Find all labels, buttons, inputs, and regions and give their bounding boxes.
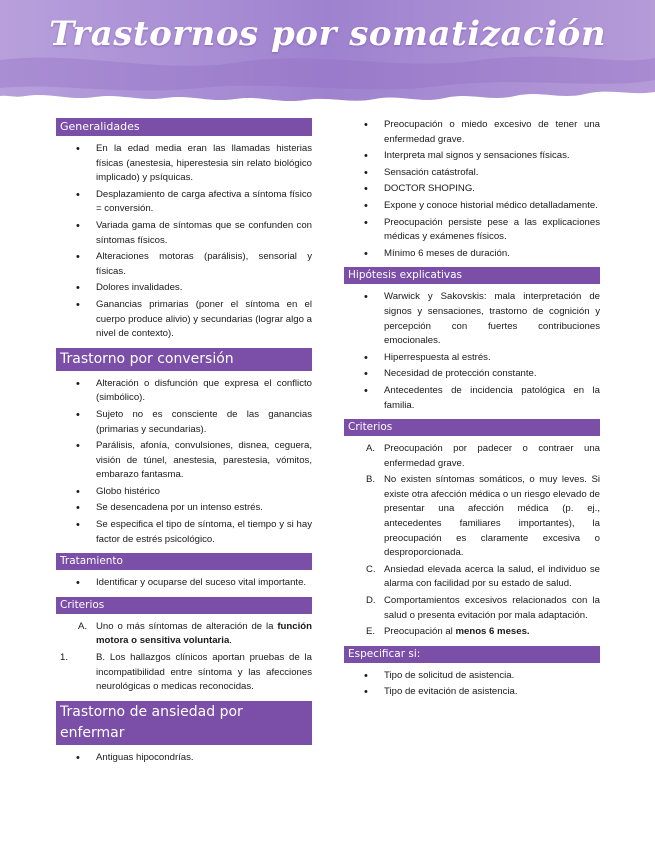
section-heading-especificar: Especificar si: <box>344 646 600 663</box>
left-column <box>56 118 312 771</box>
criterion-text: Preocupación al <box>384 626 456 638</box>
criterion-b <box>344 473 600 561</box>
list-item: • Antecedentes de incidencia patológica en la familia. <box>344 384 600 413</box>
list-item: • Dolores invalidades. <box>56 281 312 296</box>
criterion-end: . <box>229 635 232 647</box>
list-item: • Expone y conoce historial médico detalladamente. <box>344 199 600 214</box>
list-item: • Parálisis, afonía, convulsiones, disnea, ceguera, visión de túnel, anestesia, parestesia, vómitos, embarazo fantasma. <box>56 439 312 483</box>
list-item: • Mínimo 6 meses de duración. <box>344 247 600 262</box>
section-heading-conversion: Trastorno por conversión <box>56 348 312 371</box>
list-item: • Sujeto no es consciente de las ganancias (primarias y secundarias). <box>56 408 312 437</box>
list-item: • Preocupación persiste pese a las explicaciones médicas y exámenes físicos. <box>344 216 600 245</box>
section-heading-hipotesis: Hipótesis explicativas <box>344 267 600 284</box>
ansiedad-list <box>56 751 312 766</box>
criterion-a <box>344 442 600 471</box>
criterion-d <box>344 594 600 623</box>
criterion-text: No existen síntomas somáticos, o muy leves. Si existe otra afección médica o un riesgo elevado de presentar una afección médica (p. ej., antecedentes familiares importantes), la preocupación es claramente excesiva o desproporcionada. <box>384 474 600 559</box>
list-item: • Preocupación o miedo excesivo de tener una enfermedad grave. <box>344 118 600 147</box>
tratamiento-list <box>56 576 312 591</box>
right-column <box>344 118 600 706</box>
list-item: • Interpreta mal signos y sensaciones físicas. <box>344 149 600 164</box>
criterion-marker: B. <box>366 474 376 486</box>
generalidades-list <box>56 142 312 342</box>
list-item: • Antiguas hipocondrías. <box>56 751 312 766</box>
list-item: • Sensación catástrofal. <box>344 166 600 181</box>
list-item: • Necesidad de protección constante. <box>344 367 600 382</box>
criterion-marker: A. <box>78 620 88 632</box>
list-item: • Identificar y ocuparse del suceso vital importante. <box>56 576 312 591</box>
criterion-e <box>344 625 600 640</box>
section-heading-ansiedad: Trastorno de ansiedad por enfermar <box>56 701 312 745</box>
criterion-text: B. Los hallazgos clínicos aportan pruebas de la incompatibilidad entre síntoma y las afecciones neurológicas o medicas reconocidas. <box>96 652 312 693</box>
section-heading-criterios-conversion: Criterios <box>56 597 312 614</box>
criterios-ansiedad-list <box>344 442 600 640</box>
list-item: • Se desencadena por un intenso estrés. <box>56 501 312 516</box>
list-item: • Se especifica el tipo de síntoma, el tiempo y si hay factor de estrés psicológico. <box>56 518 312 547</box>
criterion-text: Comportamientos excesivos relacionados con la salud o presenta evitación por mala adaptación. <box>384 595 600 621</box>
ansiedad-features-list <box>344 118 600 261</box>
list-item: • Ganancias primarias (poner el síntoma en el cuerpo produce alivio) y secundarias (lograr algo a nivel de contexto). <box>56 298 312 342</box>
criterion-bold-text: menos 6 meses. <box>455 626 530 638</box>
section-heading-tratamiento: Tratamiento <box>56 553 312 570</box>
section-heading-generalidades: Generalidades <box>56 118 312 136</box>
criterion-marker: E. <box>366 626 376 638</box>
list-item: • Tipo de evitación de asistencia. <box>344 685 600 700</box>
list-item: • Alteraciones motoras (parálisis), sensorial y físicas. <box>56 250 312 279</box>
list-item: • Globo histérico <box>56 485 312 500</box>
list-item: • En la edad media eran las llamadas histerias físicas (anestesia, hiperestesia sin relato biológico implicado) y psíquicas. <box>56 142 312 186</box>
criterion-bold-text: función motora o sensitiva voluntaria <box>96 620 312 647</box>
criterion-c <box>344 563 600 592</box>
list-item: • Hiperrespuesta al estrés. <box>344 351 600 366</box>
criterion-b <box>56 651 312 695</box>
criterion-marker: D. <box>366 595 376 607</box>
page-title: Trastornos por somatización <box>48 14 607 54</box>
section-heading-criterios-ansiedad: Criterios <box>344 419 600 436</box>
list-item: • Alteración o disfunción que expresa el conflicto (simbólico). <box>56 377 312 406</box>
criterion-marker: A. <box>366 443 376 455</box>
especificar-list <box>344 669 600 700</box>
list-item: • DOCTOR SHOPING. <box>344 182 600 197</box>
criterion-text: Uno o más síntomas de alteración de la <box>96 620 278 632</box>
criterion-marker: 1. <box>60 652 69 664</box>
criterios-conversion-list <box>56 620 312 695</box>
conversion-list <box>56 377 312 548</box>
criterion-text: Preocupación por padecer o contraer una enfermedad grave. <box>384 443 600 469</box>
list-item: • Desplazamiento de carga afectiva a síntoma físico = conversión. <box>56 188 312 217</box>
criterion-a <box>56 620 312 649</box>
list-item: • Tipo de solicitud de asistencia. <box>344 669 600 684</box>
criterion-text: Ansiedad elevada acerca la salud, el individuo se alarma con facilidad por su estado de salud. <box>384 563 600 590</box>
hipotesis-list <box>344 290 600 413</box>
list-item: • Warwick y Sakovskis: mala interpretación de signos y sensaciones, trastorno de cognición y percepción con fuertes contribuciones emocionales. <box>344 290 600 348</box>
criterion-marker: C. <box>366 563 376 575</box>
list-item: • Variada gama de síntomas que se confunden con síntomas físicos. <box>56 219 312 248</box>
